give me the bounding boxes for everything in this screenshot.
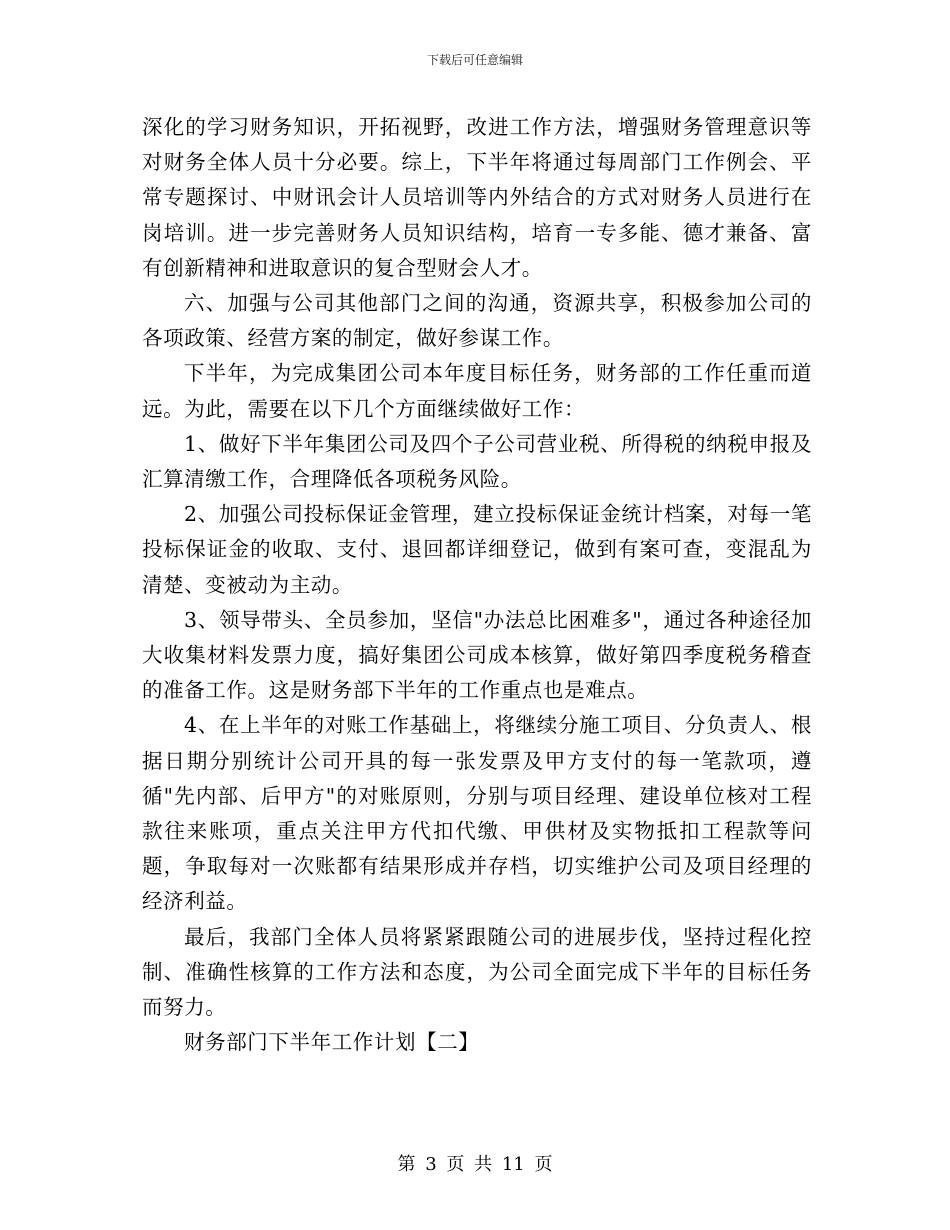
page-footer-number: 第 3 页 共 11 页 — [397, 1154, 553, 1175]
document-body — [142, 110, 812, 1060]
paragraph-task-1: 1、做好下半年集团公司及四个子公司营业税、所得税的纳税申报及汇算清缴工作，合理降低各项税务风险。 — [142, 431, 812, 492]
paragraph-item-six: 六、加强与公司其他部门之间的沟通，资源共享，积极参加公司的各项政策、经营方案的制定，做好参谋工作。 — [142, 291, 812, 351]
paragraph-task-3: 3、领导带头、全员参加，坚信"办法总比困难多"，通过各种途径加大收集材料发票力度，搞好集团公司成本核算，做好第四季度税务稽查的准备工作。这是财务部下半年的工作重点也是难点。 — [142, 607, 812, 703]
section-heading-plan-two: 财务部门下半年工作计划【二】 — [184, 1030, 480, 1055]
paragraph-task-2: 2、加强公司投标保证金管理，建立投标保证金统计档案，对每一笔投标保证金的收取、支付、退回都详细登记，做到有案可查，变混乱为清楚、变被动为主动。 — [142, 502, 812, 597]
paragraph-continued: 深化的学习财务知识，开拓视野，改进工作方法，增强财务管理意识等对财务全体人员十分必要。综上，下半年将通过每周部门工作例会、平常专题探讨、中财讯会计人员培训等内外结合的方式对财务人员进行在岗培训。进一步完善财务人员知识结构，培育一专多能、德才兼备、富有创新精神和进取意识的复合型财会人才。 — [142, 115, 812, 280]
paragraph-second-half-intro: 下半年，为完成集团公司本年度目标任务，财务部的工作任重而道远。为此，需要在以下几个方面继续做好工作： — [142, 361, 812, 421]
paragraph-conclusion: 最后，我部门全体人员将紧紧跟随公司的进展步伐，坚持过程化控制、准确性核算的工作方法和态度，为公司全面完成下半年的目标任务而努力。 — [142, 924, 812, 1020]
page-header: 下载后可任意编辑 — [426, 53, 523, 67]
paragraph-task-4: 4、在上半年的对账工作基础上，将继续分施工项目、分负责人、根据日期分别统计公司开具的每一张发票及甲方支付的每一笔款项，遵循"先内部、后甲方"的对账原则，分别与项目经理、建设单位核对工程款往来账项，重点关注甲方代扣代缴、甲供材及实物抵扣工程款等问题，争取每对一次账都有结果形成并存档，切实维护公司及项目经理的经济利益。 — [142, 713, 812, 914]
